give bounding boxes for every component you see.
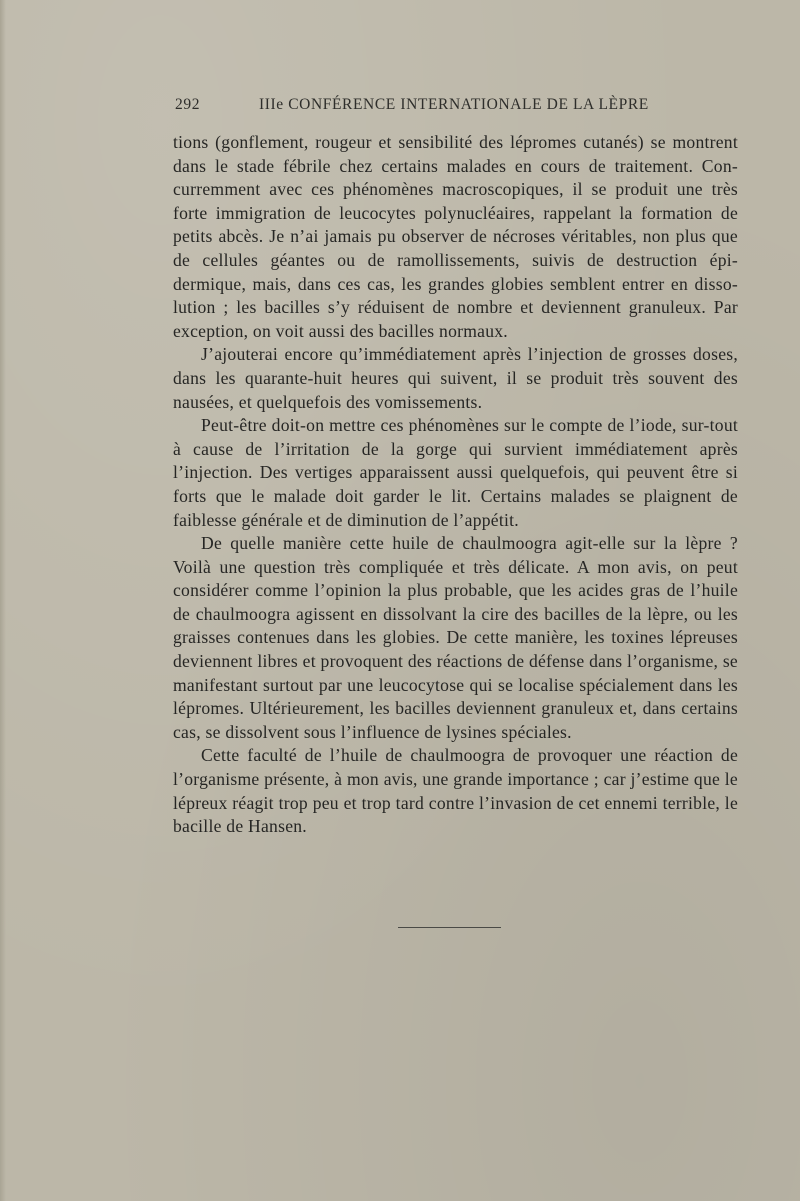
paragraph-4: De quelle manière cette huile de chaulmoogra agit-elle sur la lèpre ? Voilà une question très compliquée et très délicate. A mon avis, on peut considérer comme l’opinion la plus probable, que les acides gras de l’huile de chaulmoogra agissent en dissolvant la cire des bacilles de la lèpre, ou les graisses contenues dans les globies. De cette manière, les toxines lépreuses deviennent libres et provoquent des réactions de défense dans l’organisme, se manifestant surtout par une leucocytose qui se localise spécialement dans les lépromes. Ultérieurement, les bacilles deviennent granuleux et, dans certains cas, se dissolvent sous l’influence de lysines spéciales. (173, 533, 738, 742)
paragraph-5: Cette faculté de l’huile de chaulmoogra de provoquer une réaction de l’organisme présente, à mon avis, une grande importance ; car j’estime que le lépreux réagit trop peu et trop tard contre l’invasion de cet ennemi terrible, le bacille de Hansen. (173, 745, 738, 837)
paragraph-3: Peut-être doit-on mettre ces phénomènes sur le compte de l’iode, sur-tout à cause de l’irritation de la gorge qui survient immédiatement après l’injection. Des vertiges apparaissent aussi quelquefois, qui peuvent être si forts que le malade doit garder le lit. Certains malades se plaignent de faiblesse générale et de diminution de l’appétit. (173, 415, 738, 530)
paragraph-1: tions (gonflement, rougeur et sensibilité des lépromes cutanés) se montrent dans le stade fébrile chez certains malades en cours de traitement. Con-curremment avec ces phénomènes macroscopiques, il se produit une très forte immigration de leucocytes polynucléaires, rappelant la formation de petits abcès. Je n’ai jamais pu observer de nécroses véritables, non plus que de cellules géantes ou de ramollissements, suivis de destruction épi-dermique, mais, dans ces cas, les grandes globies semblent entrer en disso-lution ; les bacilles s’y réduisent de nombre et deviennent granuleux. Par exception, on voit aussi des bacilles normaux. (173, 132, 738, 341)
running-title: IIIe CONFÉRENCE INTERNATIONALE DE LA LÈPRE (259, 96, 649, 113)
page-edge-shadow (0, 0, 6, 1201)
body-text (173, 131, 738, 839)
running-header (175, 96, 740, 118)
page-number: 292 (175, 96, 201, 113)
paragraph-2: J’ajouterai encore qu’immédiatement après l’injection de grosses doses, dans les quarante-huit heures qui suivent, il se produit très souvent des nausées, et quelquefois des vomissements. (173, 344, 738, 412)
section-end-rule (398, 927, 501, 928)
